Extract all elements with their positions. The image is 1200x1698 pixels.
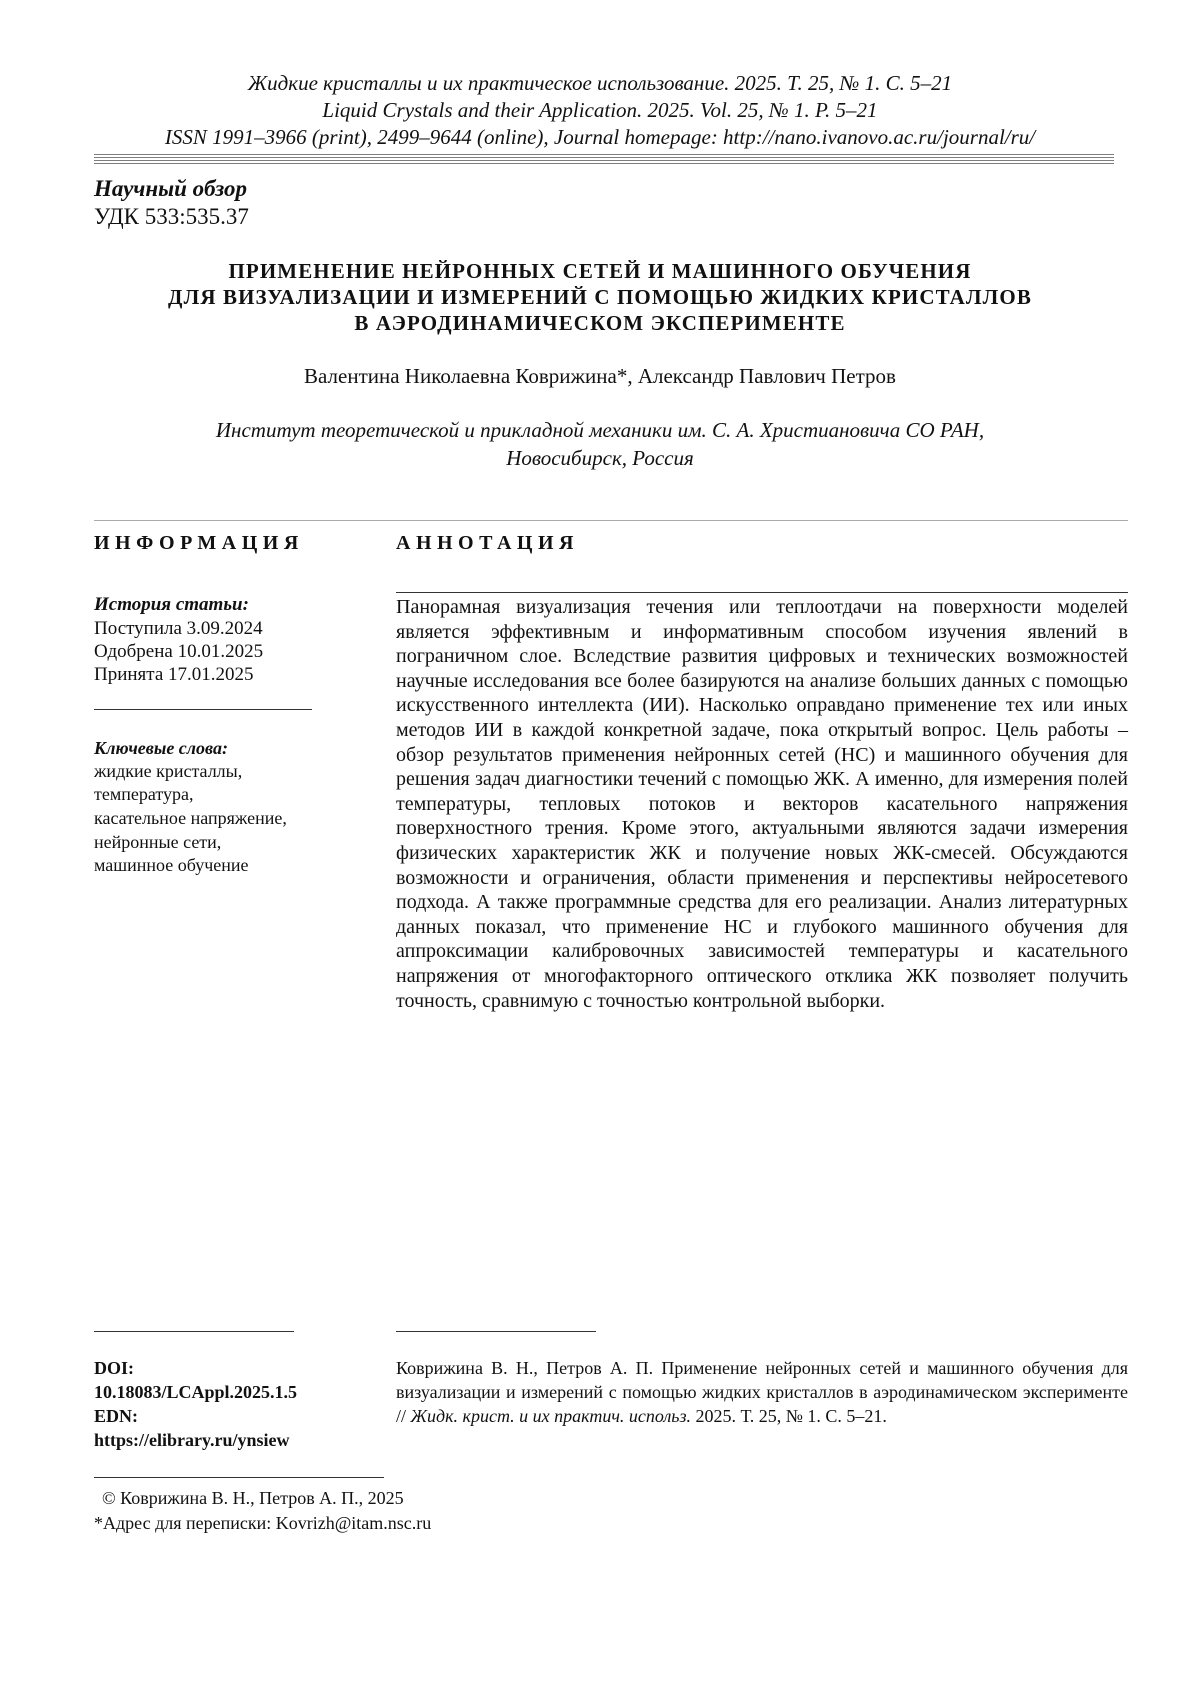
footnote-rule — [94, 1477, 384, 1478]
title-line-1: ПРИМЕНЕНИЕ НЕЙРОННЫХ СЕТЕЙ И МАШИННОГО ОБУЧЕНИЯ — [228, 259, 972, 283]
correspondence-address: *Адрес для переписки: Kovrizh@itam.nsc.ru — [94, 1513, 432, 1533]
doi-label: DOI: — [94, 1358, 134, 1378]
affiliation-line-1: Институт теоретической и прикладной механики им. С. А. Христиановича СО РАН, — [215, 418, 985, 442]
header-double-rule — [94, 154, 1114, 166]
keyword-item: температура, — [94, 784, 194, 804]
abstract-text: Панорамная визуализация течения или теплоотдачи на поверхности моделей является эффективным и информативным способом изучения явлений в пограничном слое. Вследствие развития цифровых и технических возможностей научные исследования все более базируются на анализе больших данных с помощью искусственного интеллекта (ИИ). Насколько оправдано применение тех или иных методов ИИ в каждой конкретной задаче, пока открытый вопрос. Цель работы – обзор результатов применения нейронных сетей (НС) и машинного обучения для решения задач диагностики течений с помощью ЖК. А именно, для измерения полей температуры, тепловых потоков и векторов касательного напряжения поверхностного трения. Кроме этого, актуальными являются задачи измерения физических характеристик ЖК и получение новых ЖК-смесей. Обсуждаются возможности и ограничения, области применения и перспективы нейросетевого подхода. А также программные средства для его реализации. Анализ литературных данных показал, что применение НС и глубокого машинного обучения для аппроксимации калибровочных зависимостей температуры и касательного напряжения от многофакторного оптического отклика ЖК позволяет получить точность, сравнимую с точностью контрольной выборки. — [396, 596, 1128, 1012]
copyright: © Коврижина В. Н., Петров А. П., 2025 — [102, 1488, 404, 1508]
article-type: Научный обзор — [94, 176, 247, 201]
doi-link[interactable]: 10.18083/LCAppl.2025.1.5 — [94, 1382, 298, 1402]
history-reviewed: Одобрена 10.01.2025 — [94, 641, 264, 662]
journal-line-ru: Жидкие кристаллы и их практическое использование. 2025. Т. 25, № 1. С. 5–21 — [247, 71, 953, 95]
history-received: Поступила 3.09.2024 — [94, 618, 263, 639]
doi-block — [94, 1356, 297, 1452]
keywords-label: Ключевые слова: — [94, 738, 228, 758]
keyword-item: касательное напряжение, — [94, 808, 287, 828]
history-rule — [94, 709, 312, 710]
citation — [396, 1356, 1128, 1428]
title-line-3: В АЭРОДИНАМИЧЕСКОМ ЭКСПЕРИМЕНТЕ — [354, 311, 846, 335]
keyword-item: жидкие кристаллы, — [94, 761, 243, 781]
affiliation — [0, 416, 1200, 472]
keyword-item: машинное обучение — [94, 855, 249, 875]
citation-tail: 2025. Т. 25, № 1. С. 5–21. — [691, 1406, 887, 1426]
edn-label: EDN: — [94, 1406, 138, 1426]
citation-main: Коврижина В. Н., Петров А. П. Применение нейронных сетей и машинного обучения для визуализации и измерений с помощью жидких кристаллов в аэродинамическом эксперименте // — [396, 1358, 1128, 1426]
journal-issn-line: ISSN 1991–3966 (print), 2499–9644 (online), Journal homepage: http://nano.ivanovo.ac.ru/journal/ru/ — [164, 125, 1036, 149]
keyword-item: нейронные сети, — [94, 832, 222, 852]
article-title — [90, 258, 1110, 336]
doi-rule — [94, 1331, 294, 1332]
journal-header — [0, 70, 1200, 151]
edn-link[interactable]: https://elibrary.ru/ynsiew — [94, 1430, 290, 1450]
title-line-2: ДЛЯ ВИЗУАЛИЗАЦИИ И ИЗМЕРЕНИЙ С ПОМОЩЬЮ ЖИДКИХ КРИСТАЛЛОВ — [168, 285, 1032, 309]
udc-code: УДК 533:535.37 — [94, 204, 249, 229]
abstract-heading: АННОТАЦИЯ — [396, 532, 579, 554]
section-divider — [94, 520, 1128, 521]
authors: Валентина Николаевна Коврижина*, Александр Павлович Петров — [304, 364, 896, 388]
citation-rule — [396, 1331, 596, 1332]
abstract-rule — [396, 592, 1128, 593]
history-label: История статьи: — [94, 594, 249, 615]
citation-journal: Жидк. крист. и их практич. использ. — [410, 1406, 692, 1426]
journal-line-en: Liquid Crystals and their Application. 2025. Vol. 25, № 1. P. 5–21 — [322, 98, 878, 122]
info-heading: ИНФОРМАЦИЯ — [94, 532, 304, 554]
affiliation-line-2: Новосибирск, Россия — [506, 446, 694, 470]
history-accepted: Принята 17.01.2025 — [94, 664, 254, 685]
